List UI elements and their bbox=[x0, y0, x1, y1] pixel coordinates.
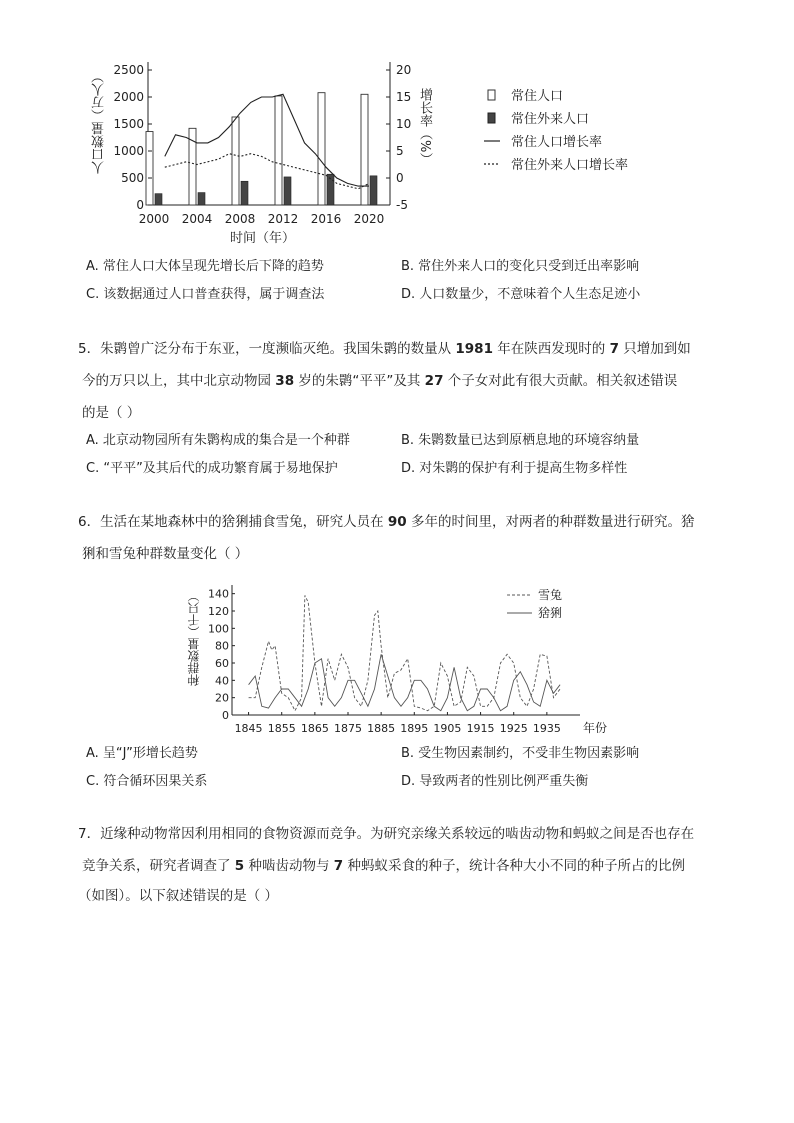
chart2-x-tick-label: 1875 bbox=[334, 722, 362, 735]
chart1-x-tick-label: 2004 bbox=[181, 212, 213, 226]
q6-stem-line2: 猁和雪兔种群数量变化（ ） bbox=[82, 546, 249, 562]
chart1-x-tick-label: 2016 bbox=[310, 212, 342, 226]
q4-option-c[interactable]: C. 该数据通过人口普查获得，属于调查法 bbox=[86, 287, 325, 302]
chart1-x-tick-label: 2020 bbox=[353, 212, 385, 226]
legend-label: 常住人口增长率 bbox=[511, 135, 603, 150]
chart1-bar-migrant bbox=[198, 193, 205, 205]
q5-stem-line1: 5．朱鹮曾广泛分布于东亚，一度濒临灭绝。我国朱鹮的数量从 1981 年在陕西发现时的 7 只增加到如 bbox=[78, 341, 691, 357]
chart2-ylabel: 种群数量（千只） bbox=[187, 590, 201, 686]
chart1-bar-resident bbox=[275, 96, 282, 205]
q6-stem-line1: 6．生活在某地森林中的猞猁捕食雪兔，研究人员在 90 多年的时间里，对两者的种群数量进行研究。猞 bbox=[78, 514, 695, 530]
chart1-ylabel-left: 人口数量（万人） bbox=[92, 70, 107, 174]
chart2-y-tick-label: 120 bbox=[208, 605, 229, 618]
q5-option-d[interactable]: D. 对朱鹮的保护有利于提高生物多样性 bbox=[401, 461, 628, 476]
chart2-y-tick-label: 80 bbox=[215, 639, 229, 653]
chart1-xlabel: 时间（年） bbox=[230, 231, 296, 246]
chart1-ylabel-right: 增长率（%） bbox=[417, 88, 432, 166]
chart2-x-tick-label: 1865 bbox=[300, 722, 329, 735]
population-chart bbox=[80, 55, 660, 255]
chart1-x-tick-label: 2012 bbox=[267, 212, 299, 226]
q6-option-c[interactable]: C. 符合循环因果关系 bbox=[86, 774, 208, 789]
chart1-left-tick-label: 1000 bbox=[113, 144, 144, 158]
chart1-right-tick-label: 0 bbox=[396, 171, 404, 185]
chart2-x-tick-label: 1885 bbox=[367, 722, 396, 735]
legend-label: 猞猁 bbox=[538, 606, 563, 620]
chart2-x-tick-label: 1845 bbox=[234, 722, 263, 735]
chart2-xlabel: 年份 bbox=[583, 721, 608, 735]
q5-option-b[interactable]: B. 朱鹮数量已达到原栖息地的环境容纳量 bbox=[401, 433, 640, 448]
chart1-bar-resident bbox=[146, 132, 153, 205]
chart2-y-tick-label: 100 bbox=[208, 622, 229, 636]
chart1-right-tick-label: 5 bbox=[396, 144, 404, 158]
chart2-y-tick-label: 140 bbox=[208, 587, 229, 601]
chart1-bar-resident bbox=[232, 117, 239, 205]
legend-label: 雪兔 bbox=[538, 588, 563, 602]
chart1-bar-migrant bbox=[241, 181, 248, 205]
legend-label: 常住外来人口 bbox=[511, 112, 590, 127]
chart1-right-tick-label: -5 bbox=[396, 198, 408, 212]
chart1-bar-resident bbox=[361, 94, 368, 205]
chart1-right-tick-label: 20 bbox=[396, 63, 412, 77]
chart1-x-tick-label: 2008 bbox=[224, 212, 256, 226]
legend-swatch-resident bbox=[488, 90, 495, 100]
lynx-hare-chart bbox=[180, 575, 640, 740]
q5-stem-line3: 的是（ ） bbox=[82, 405, 141, 421]
chart1-bar-migrant bbox=[284, 177, 291, 205]
chart2-y-tick-label: 20 bbox=[215, 691, 229, 705]
q7-stem-line1: 7．近缘种动物常因利用相同的食物资源而竞争。为研究亲缘关系较远的啮齿动物和蚂蚁之间是否也存在 bbox=[78, 826, 695, 842]
chart1-bar-migrant bbox=[155, 194, 162, 205]
legend-label: 常住人口 bbox=[511, 89, 564, 104]
q7-stem-line2: 竞争关系，研究者调查了 5 种啮齿动物与 7 种蚂蚁采食的种子，统计各种大小不同的种子所占的比例 bbox=[82, 858, 685, 874]
q5-option-a[interactable]: A. 北京动物园所有朱鹮构成的集合是一个种群 bbox=[86, 433, 350, 448]
chart1-bar-resident bbox=[318, 93, 325, 205]
chart1-left-tick-label: 0 bbox=[136, 198, 144, 212]
chart2-x-tick-label: 1915 bbox=[466, 722, 495, 735]
q6-option-b[interactable]: B. 受生物因素制约，不受非生物因素影响 bbox=[401, 746, 640, 761]
chart1-left-tick-label: 500 bbox=[121, 171, 144, 185]
chart1-bar-migrant bbox=[370, 176, 377, 205]
q4-option-b[interactable]: B. 常住外来人口的变化只受到迁出率影响 bbox=[401, 259, 640, 274]
chart2-y-tick-label: 60 bbox=[215, 657, 229, 670]
chart1-left-tick-label: 2500 bbox=[113, 63, 144, 77]
chart1-x-tick-label: 2000 bbox=[138, 212, 170, 226]
q4-option-d[interactable]: D. 人口数量少，不意味着个人生态足迹小 bbox=[401, 287, 641, 302]
chart1-right-tick-label: 15 bbox=[396, 90, 412, 104]
legend-swatch-migrant bbox=[488, 113, 495, 123]
q6-option-d[interactable]: D. 导致两者的性别比例严重失衡 bbox=[401, 774, 589, 789]
chart1-left-tick-label: 2000 bbox=[113, 90, 144, 104]
q7-stem-line3: （如图）。以下叙述错误的是（ ） bbox=[78, 888, 279, 904]
q5-option-c[interactable]: C. “平平”及其后代的成功繁育属于易地保护 bbox=[86, 461, 338, 476]
q5-stem-line2: 今的万只以上，其中北京动物园 38 岁的朱鹮“平平”及其 27 个子女对此有很大贡献。相关叙述错误 bbox=[82, 373, 678, 389]
chart1-left-tick-label: 1500 bbox=[113, 117, 144, 131]
chart2-x-tick-label: 1905 bbox=[433, 722, 462, 735]
chart2-x-tick-label: 1935 bbox=[532, 722, 561, 735]
chart2-x-tick-label: 1855 bbox=[267, 722, 296, 735]
chart2-x-tick-label: 1895 bbox=[400, 722, 429, 735]
chart1-right-tick-label: 10 bbox=[396, 117, 412, 131]
chart2-x-tick-label: 1925 bbox=[499, 722, 528, 735]
legend-label: 常住外来人口增长率 bbox=[511, 158, 629, 173]
chart2-y-tick-label: 0 bbox=[222, 709, 229, 722]
chart2-y-tick-label: 40 bbox=[215, 674, 229, 688]
q6-option-a[interactable]: A. 呈“J”形增长趋势 bbox=[86, 746, 198, 761]
q4-option-a[interactable]: A. 常住人口大体呈现先增长后下降的趋势 bbox=[86, 259, 324, 274]
